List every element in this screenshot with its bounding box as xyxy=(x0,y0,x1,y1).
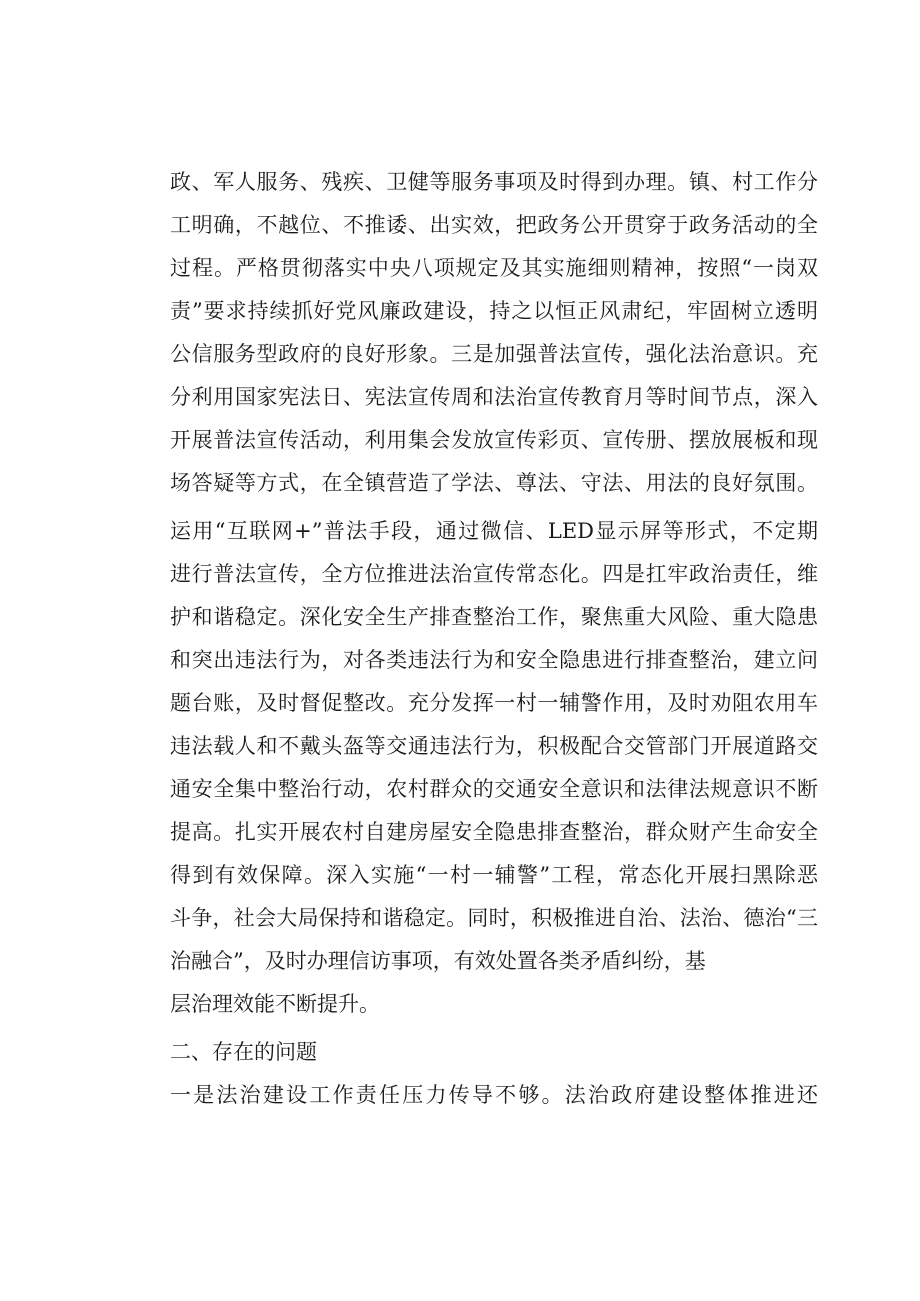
paragraph-line: 分利用国家宪法日、宪法宣传周和法治宣传教育月等时间节点，深入 xyxy=(170,385,818,409)
paragraph-line: 违法载人和不戴头盔等交通违法行为，积极配合交管部门开展道路交 xyxy=(170,734,818,758)
section-heading: 二、存在的问题 xyxy=(170,1040,317,1064)
paragraph-line: 责”要求持续抓好党风廉政建设，持之以恒正风肃纪，牢固树立透明 xyxy=(170,299,818,323)
paragraph-line: 层治理效能不断提升。 xyxy=(170,992,380,1016)
paragraph-line: 得到有效保障。深入实施“一村一辅警”工程，常态化开展扫黑除恶 xyxy=(170,863,818,887)
paragraph-line: 开展普法宣传活动，利用集会发放宣传彩页、宣传册、摆放展板和现 xyxy=(170,428,818,452)
paragraph-line: 进行普法宣传，全方位推进法治宣传常态化。四是扛牢政治责任，维 xyxy=(170,562,818,586)
paragraph-line: 护和谐稳定。深化安全生产排查整治工作，聚焦重大风险、重大隐患 xyxy=(170,605,818,629)
paragraph-line: 公信服务型政府的良好形象。三是加强普法宣传，强化法治意识。充 xyxy=(170,342,818,366)
paragraph-line: 政、军人服务、残疾、卫健等服务事项及时得到办理。镇、村工作分 xyxy=(170,170,818,194)
paragraph-line: 和突出违法行为，对各类违法行为和安全隐患进行排查整治，建立问 xyxy=(170,648,818,672)
paragraph-line: 场答疑等方式，在全镇营造了学法、尊法、守法、用法的良好氛围。 xyxy=(170,471,818,495)
paragraph-line: 治融合”，及时办理信访事项，有效处置各类矛盾纠纷，基 xyxy=(170,949,706,973)
paragraph-line: 通安全集中整治行动，农村群众的交通安全意识和法律法规意识不断 xyxy=(170,777,818,801)
paragraph-line: 过程。严格贯彻落实中央八项规定及其实施细则精神，按照“一岗双 xyxy=(170,256,818,280)
paragraph-line: 斗争，社会大局保持和谐稳定。同时，积极推进自治、法治、德治“三 xyxy=(170,906,818,930)
paragraph-line: 提高。扎实开展农村自建房屋安全隐患排查整治，群众财产生命安全 xyxy=(170,820,818,844)
paragraph-line: 一是法治建设工作责任压力传导不够。法治政府建设整体推进还 xyxy=(170,1083,818,1107)
paragraph-line: 工明确，不越位、不推诿、出实效，把政务公开贯穿于政务活动的全 xyxy=(170,213,818,237)
paragraph-line: 运用“互联网+”普法手段，通过微信、LED显示屏等形式，不定期 xyxy=(170,519,818,543)
paragraph-line: 题台账，及时督促整改。充分发挥一村一辅警作用，及时劝阻农用车 xyxy=(170,691,818,715)
